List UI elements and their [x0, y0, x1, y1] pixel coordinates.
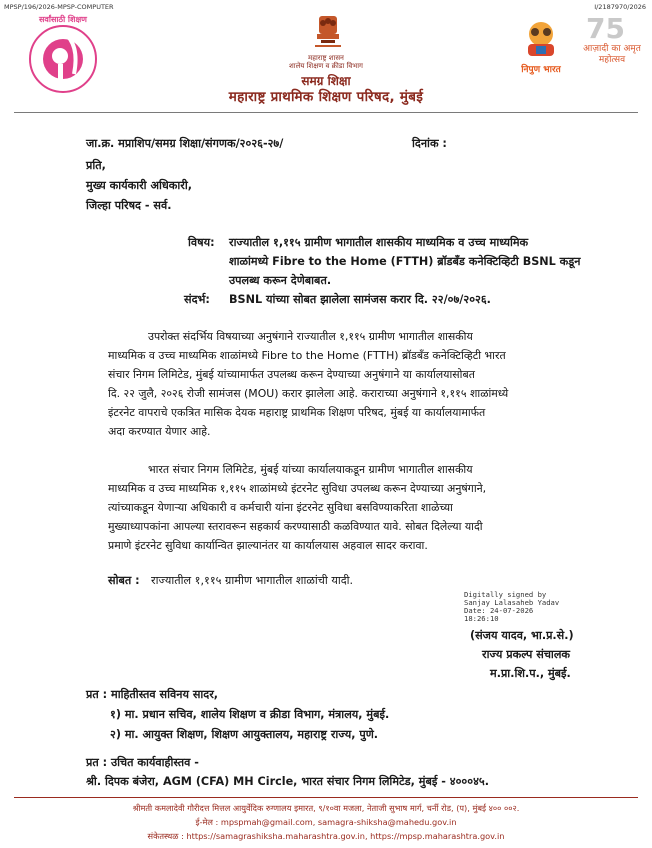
- date-label: दिनांक :: [412, 137, 447, 150]
- reference-label: संदर्भ:: [184, 293, 210, 306]
- copy-action-label: प्रत : उचित कार्यवाहीस्तव -: [86, 756, 199, 769]
- signatory-name: (संजय यादव, भा.प्र.से.): [470, 629, 574, 642]
- gov-line-1: महाराष्ट्र शासन: [308, 54, 344, 62]
- azadi-ka-amrit-mahotsav-logo: 75 आज़ादी का अमृत महोत्सव: [583, 12, 641, 65]
- copy-info-item-1: १) मा. प्रधान सचिव, शालेय शिक्षण व क्रीडा विभाग, मंत्रालय, मुंबई.: [110, 708, 390, 721]
- para1-line-3: संचार निगम लिमिटेड, मुंबई यांच्यामार्फत उपलब्ध करून देण्याच्या अनुषंगाने या कार्यालयासोबत: [108, 368, 475, 381]
- to-line-3: जिल्हा परिषद - सर्व.: [86, 199, 172, 212]
- to-line-2: मुख्य कार्यकारी अधिकारी,: [86, 179, 192, 192]
- inward-number: I/2187970/2026: [594, 3, 646, 11]
- para2-line-2: माध्यमिक व उच्च माध्यमिक १,११५ शाळांमध्ये इंटरनेट सुविधा उपलब्ध करून देण्याच्या अनुषंगाने,: [108, 482, 487, 495]
- copy-action-item: श्री. दिपक बंजेरा, AGM (CFA) MH Circle, भारत संचार निगम लिमिटेड, मुंबई - ४०००४५.: [86, 775, 489, 788]
- signatory-office: म.प्रा.शि.प., मुंबई.: [490, 667, 571, 680]
- para2-line-4: मुख्याध्यापकांना आपल्या स्तरावरून सहकार्य करण्यासाठी कळविण्यात यावे. सोबत दिलेल्या यादी: [108, 520, 483, 533]
- subject-label: विषय:: [188, 236, 215, 249]
- copy-info-label: प्रत : माहितीस्तव सविनय सादर,: [86, 688, 219, 701]
- signatory-designation: राज्य प्रकल्प संचालक: [482, 648, 571, 661]
- state-emblem-icon: [311, 12, 345, 52]
- enclosure-label: सोबत :: [108, 574, 140, 587]
- header-divider: [14, 112, 638, 113]
- sarva-shiksha-logo: सर्वांसाठी शिक्षण: [22, 14, 104, 96]
- para2-line-3: त्यांच्याकडून येणाऱ्या अधिकारी व कर्मचारी यांना इंटरनेट सुविधा बसविण्याकरिता शाळेच्या: [108, 501, 453, 514]
- enclosure-text: राज्यातील १,११५ ग्रामीण भागातील शाळांची यादी.: [151, 574, 354, 587]
- para1-line-6: अदा करण्यात येणार आहे.: [108, 425, 211, 438]
- copy-info-item-2: २) मा. आयुक्त शिक्षण, शिक्षण आयुक्तालय, महाराष्ट्र राज्य, पुणे.: [110, 728, 379, 741]
- footer-address: श्रीमती कमलादेवी गौरीदत्त मित्तल आयुर्वेदिक रुग्णालय इमारत, ९/१०वा मजला, नेताजी सुभाष मार्ग, चर्नी रोड, (प), मुंबई ४०० ००२.: [132, 803, 520, 813]
- samagra-shiksha-title: समग्र शिक्षा: [301, 74, 351, 88]
- para1-line-4: दि. २२ जुलै, २०२६ रोजी सामंजस (MOU) करार झालेला आहे. कराराच्या अनुषंगाने १,११५ शाळांमध्ये: [108, 387, 509, 400]
- nipun-bharat-logo: निपुण भारत: [518, 16, 564, 80]
- parishad-title: महाराष्ट्र प्राथमिक शिक्षण परिषद, मुंबई: [228, 89, 424, 105]
- para2-line-1: भारत संचार निगम लिमिटेड, मुंबई यांच्या कार्यालयाकडून ग्रामीण भागातील शासकीय: [148, 463, 473, 476]
- subject-line-3: उपलब्ध करून देणेबाबत.: [229, 274, 332, 287]
- gov-line-2: शालेय शिक्षण व क्रीडा विभाग: [289, 62, 363, 70]
- digital-signature-stamp: Digitally signed by Sanjay Lalasaheb Yadav Date: 24-07-2026 18:26:10: [464, 590, 560, 623]
- footer-divider: [14, 797, 638, 798]
- reference-text: BSNL यांच्या सोबत झालेला सामंजस करार दि. २२/०७/२०२६.: [229, 293, 491, 306]
- reference-number: जा.क्र. मप्राशिप/समग्र शिक्षा/संगणक/२०२६-२७/: [86, 137, 284, 150]
- to-line-1: प्रति,: [86, 159, 106, 172]
- footer-email: ई-मेल : mpspmah@gmail.com, samagra-shiksha@mahedu.gov.in: [195, 817, 457, 827]
- document-code: MPSP/196/2026-MPSP-COMPUTER: [4, 3, 114, 11]
- para1-line-1: उपरोक्त संदर्भिय विषयाच्या अनुषंगाने राज्यातील १,११५ ग्रामीण भागातील शासकीय: [148, 330, 473, 343]
- para1-line-5: इंटरनेट वापराचे एकत्रित मासिक देयक महाराष्ट्र प्राथमिक शिक्षण परिषद, मुंबई या कार्यालयामार्फत: [108, 406, 486, 419]
- para1-line-2: माध्यमिक व उच्च माध्यमिक शाळांमध्ये Fibre to the Home (FTTH) ब्रॉडबँड कनेक्टिव्हिटी भारत: [108, 349, 506, 362]
- subject-line-1: राज्यातील १,११५ ग्रामीण भागातील शासकीय माध्यमिक व उच्च माध्यमिक: [229, 236, 529, 249]
- footer-website: संकेतस्थळ : https://samagrashiksha.maharashtra.gov.in, https://mpsp.maharashtra.gov.in: [147, 831, 505, 841]
- subject-line-2: शाळांमध्ये Fibre to the Home (FTTH) ब्रॉडबँड कनेक्टिव्हिटी BSNL कडून: [229, 255, 581, 268]
- para2-line-5: प्रमाणे इंटरनेट सुविधा कार्यान्वित झाल्यानंतर या कार्यालयास अहवाल सादर करावा.: [108, 539, 428, 552]
